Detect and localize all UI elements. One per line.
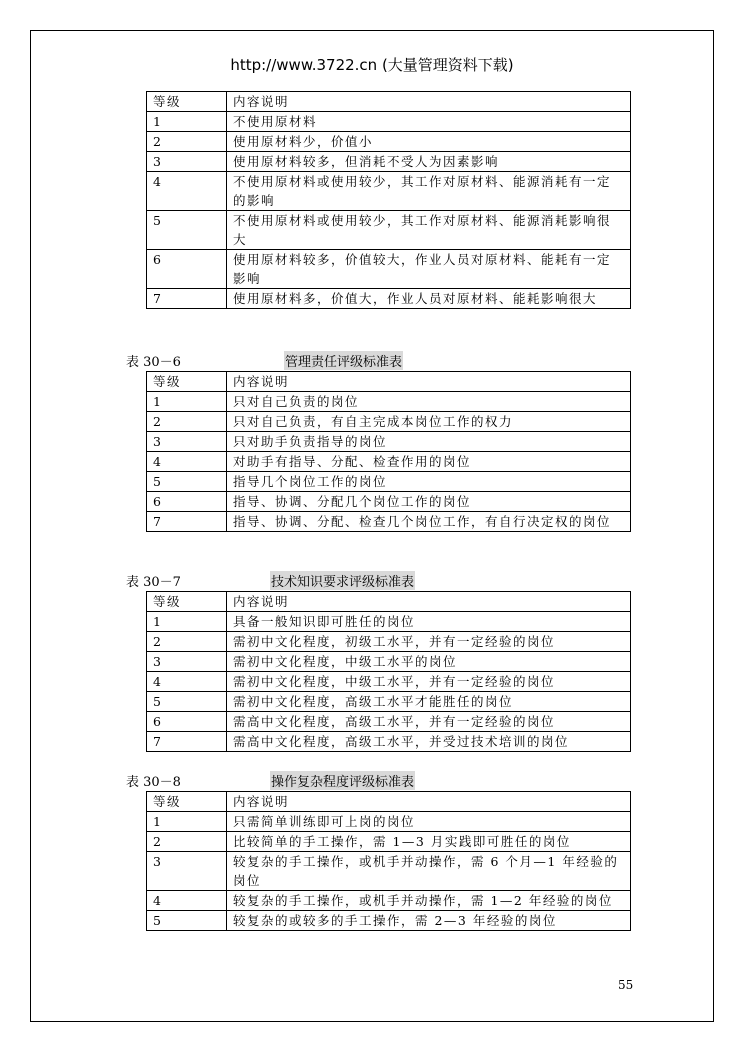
table-title: 操作复杂程度评级标准表 [270, 771, 415, 790]
table-header-row [147, 592, 631, 612]
level-cell: 5 [147, 472, 227, 492]
table-row [147, 211, 631, 250]
description-cell: 较复杂的手工操作，或机手并动操作，需 1—2 年经验的岗位 [227, 891, 631, 911]
table-row [147, 812, 631, 832]
table-row [147, 172, 631, 211]
operation-complexity-table [146, 791, 631, 931]
column-header-description: 内容说明 [227, 92, 631, 112]
table-row [147, 911, 631, 931]
level-cell: 2 [147, 632, 227, 652]
table-title: 技术知识要求评级标准表 [270, 571, 415, 590]
table-row [147, 891, 631, 911]
table-row [147, 392, 631, 412]
column-header-description: 内容说明 [227, 592, 631, 612]
table-row [147, 412, 631, 432]
description-cell: 较复杂的手工操作，或机手并动操作，需 6 个月—1 年经验的岗位 [227, 852, 631, 891]
level-cell: 4 [147, 672, 227, 692]
level-cell: 2 [147, 832, 227, 852]
table-row [147, 512, 631, 532]
level-cell: 5 [147, 692, 227, 712]
level-cell: 5 [147, 911, 227, 931]
table-row [147, 672, 631, 692]
level-cell: 2 [147, 412, 227, 432]
description-cell: 需初中文化程度，初级工水平，并有一定经验的岗位 [227, 632, 631, 652]
description-cell: 使用原材料少，价值小 [227, 132, 631, 152]
table-number: 表 30－6 [126, 355, 181, 370]
level-cell: 7 [147, 512, 227, 532]
table-row [147, 152, 631, 172]
table-row [147, 472, 631, 492]
level-cell: 1 [147, 392, 227, 412]
level-cell: 1 [147, 112, 227, 132]
description-cell: 不使用原材料或使用较少，其工作对原材料、能源消耗影响很大 [227, 211, 631, 250]
table-header-row [147, 372, 631, 392]
description-cell: 不使用原材料或使用较少，其工作对原材料、能源消耗有一定的影响 [227, 172, 631, 211]
table-row [147, 452, 631, 472]
description-cell: 需初中文化程度，中级工水平，并有一定经验的岗位 [227, 672, 631, 692]
level-cell: 5 [147, 211, 227, 250]
description-cell: 使用原材料较多，但消耗不受人为因素影响 [227, 152, 631, 172]
level-cell: 3 [147, 152, 227, 172]
description-cell: 对助手有指导、分配、检查作用的岗位 [227, 452, 631, 472]
technical-knowledge-table [146, 591, 631, 752]
column-header-level: 等级 [147, 372, 227, 392]
table-row [147, 492, 631, 512]
description-cell: 需初中文化程度，中级工水平的岗位 [227, 652, 631, 672]
level-cell: 6 [147, 492, 227, 512]
level-cell: 4 [147, 452, 227, 472]
table-number: 表 30－7 [126, 575, 181, 590]
level-cell: 7 [147, 289, 227, 309]
table-row [147, 112, 631, 132]
table-row [147, 852, 631, 891]
level-cell: 6 [147, 712, 227, 732]
management-responsibility-table [146, 371, 631, 532]
description-cell: 使用原材料多，价值大，作业人员对原材料、能耗影响很大 [227, 289, 631, 309]
description-cell: 只对自己负责，有自主完成本岗位工作的权力 [227, 412, 631, 432]
level-cell: 4 [147, 172, 227, 211]
level-cell: 4 [147, 891, 227, 911]
column-header-level: 等级 [147, 92, 227, 112]
column-header-level: 等级 [147, 792, 227, 812]
header-url: http://www.3722.cn (大量管理资料下载) [230, 56, 514, 74]
page-number: 55 [618, 978, 634, 992]
table-number: 表 30－8 [126, 775, 181, 790]
level-cell: 3 [147, 432, 227, 452]
description-cell: 需初中文化程度，高级工水平才能胜任的岗位 [227, 692, 631, 712]
table-row [147, 289, 631, 309]
description-cell: 需高中文化程度，高级工水平，并受过技术培训的岗位 [227, 732, 631, 752]
description-cell: 不使用原材料 [227, 112, 631, 132]
description-cell: 比较简单的手工操作，需 1—3 月实践即可胜任的岗位 [227, 832, 631, 852]
description-cell: 具备一般知识即可胜任的岗位 [227, 612, 631, 632]
description-cell: 使用原材料较多，价值较大，作业人员对原材料、能耗有一定影响 [227, 250, 631, 289]
table-row [147, 692, 631, 712]
level-cell: 3 [147, 852, 227, 891]
level-cell: 1 [147, 812, 227, 832]
table-row [147, 432, 631, 452]
materials-consumption-table [146, 91, 631, 309]
column-header-description: 内容说明 [227, 792, 631, 812]
table-row [147, 732, 631, 752]
table-row [147, 832, 631, 852]
description-cell: 需高中文化程度，高级工水平，并有一定经验的岗位 [227, 712, 631, 732]
column-header-level: 等级 [147, 592, 227, 612]
table-title: 管理责任评级标准表 [284, 351, 403, 370]
column-header-description: 内容说明 [227, 372, 631, 392]
level-cell: 3 [147, 652, 227, 672]
table-row [147, 612, 631, 632]
description-cell: 指导、协调、分配几个岗位工作的岗位 [227, 492, 631, 512]
description-cell: 指导几个岗位工作的岗位 [227, 472, 631, 492]
level-cell: 2 [147, 132, 227, 152]
description-cell: 只对自己负责的岗位 [227, 392, 631, 412]
table-row [147, 652, 631, 672]
table-row [147, 632, 631, 652]
table-row [147, 132, 631, 152]
table-row [147, 712, 631, 732]
description-cell: 只需简单训练即可上岗的岗位 [227, 812, 631, 832]
description-cell: 指导、协调、分配、检查几个岗位工作，有自行决定权的岗位 [227, 512, 631, 532]
description-cell: 较复杂的或较多的手工操作，需 2—3 年经验的岗位 [227, 911, 631, 931]
level-cell: 7 [147, 732, 227, 752]
table-header-row [147, 792, 631, 812]
table-header-row [147, 92, 631, 112]
level-cell: 1 [147, 612, 227, 632]
description-cell: 只对助手负责指导的岗位 [227, 432, 631, 452]
table-row [147, 250, 631, 289]
level-cell: 6 [147, 250, 227, 289]
